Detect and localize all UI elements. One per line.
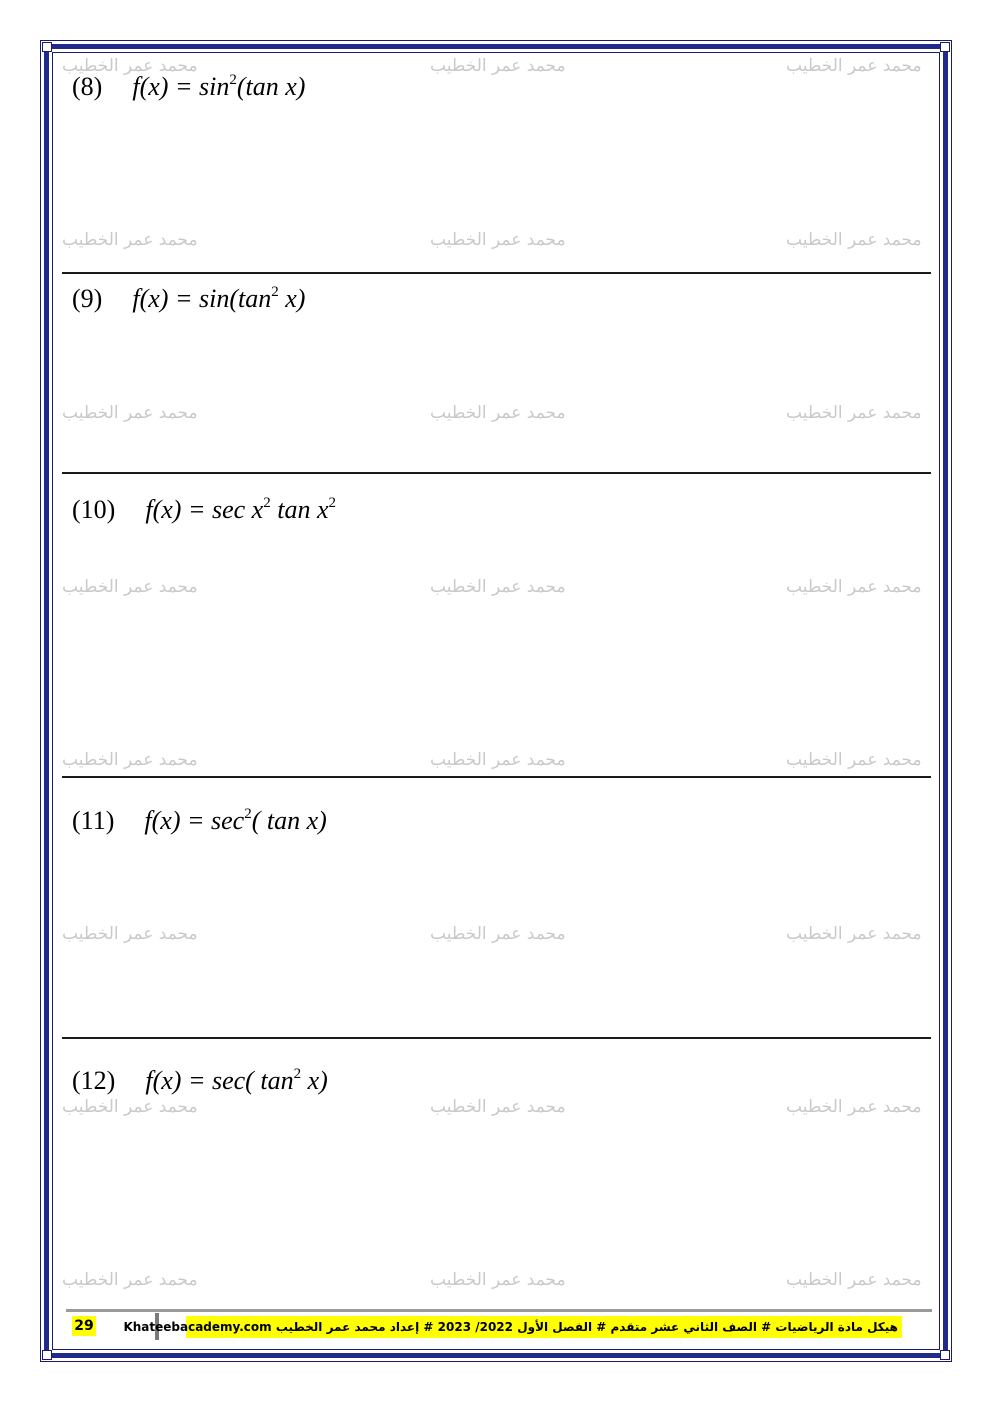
watermark: محمد عمر الخطيب <box>62 577 198 597</box>
watermark: محمد عمر الخطيب <box>786 1270 922 1290</box>
footer-rule <box>66 1309 932 1312</box>
problem-number: (10) <box>72 495 116 524</box>
watermark: محمد عمر الخطيب <box>62 750 198 770</box>
watermark: محمد عمر الخطيب <box>786 230 922 250</box>
problem-number: (8) <box>72 72 103 101</box>
watermark: محمد عمر الخطيب <box>430 56 566 76</box>
section-divider <box>62 1037 931 1039</box>
corner-ornament <box>940 1350 950 1360</box>
watermark: محمد عمر الخطيب <box>786 924 922 944</box>
section-divider <box>62 776 931 778</box>
watermark: محمد عمر الخطيب <box>786 56 922 76</box>
corner-ornament <box>940 42 950 52</box>
watermark: محمد عمر الخطيب <box>430 577 566 597</box>
problem-8 <box>72 72 305 102</box>
watermark: محمد عمر الخطيب <box>430 750 566 770</box>
corner-ornament <box>42 1350 52 1360</box>
watermark: محمد عمر الخطيب <box>786 750 922 770</box>
problem-12 <box>72 1066 328 1096</box>
section-divider <box>62 272 931 274</box>
watermark: محمد عمر الخطيب <box>786 577 922 597</box>
footer-caption: هيكل مادة الرياضيات # الصف الثاني عشر متقدم # الفصل الأول 2022/ 2023 # إعداد محمد عمر الخطيب Khateebacademy.com <box>186 1316 902 1338</box>
watermark: محمد عمر الخطيب <box>62 1270 198 1290</box>
watermark: محمد عمر الخطيب <box>430 230 566 250</box>
watermark: محمد عمر الخطيب <box>62 230 198 250</box>
problem-function: $f(x) = \sec x^2$ $\tan x^2$ <box>145 495 336 524</box>
watermark: محمد عمر الخطيب <box>62 403 198 423</box>
problem-11 <box>72 806 327 836</box>
page-number: 29 <box>72 1316 96 1336</box>
watermark: محمد عمر الخطيب <box>786 403 922 423</box>
problem-10 <box>72 495 336 525</box>
corner-ornament <box>42 42 52 52</box>
watermark: محمد عمر الخطيب <box>62 1097 198 1117</box>
watermark: محمد عمر الخطيب <box>62 924 198 944</box>
problem-9 <box>72 284 305 314</box>
problem-function: $f(x) = \sin^2(\tan$ x) <box>132 72 306 101</box>
problem-number: (11) <box>72 806 115 835</box>
watermark: محمد عمر الخطيب <box>786 1097 922 1117</box>
watermark: محمد عمر الخطيب <box>430 403 566 423</box>
section-divider <box>62 472 931 474</box>
problem-function: $f(x) = \sec^2$( tan x) <box>144 806 327 835</box>
problem-number: (9) <box>72 284 103 313</box>
problem-function: $f(x) = \sin(\tan^2$ x) <box>132 284 306 313</box>
watermark: محمد عمر الخطيب <box>430 1097 566 1117</box>
problem-number: (12) <box>72 1066 116 1095</box>
watermark: محمد عمر الخطيب <box>62 56 198 76</box>
watermark: محمد عمر الخطيب <box>430 924 566 944</box>
problem-function: f(x) = sec( $\tan^2 x$) <box>145 1066 328 1095</box>
watermark: محمد عمر الخطيب <box>430 1270 566 1290</box>
